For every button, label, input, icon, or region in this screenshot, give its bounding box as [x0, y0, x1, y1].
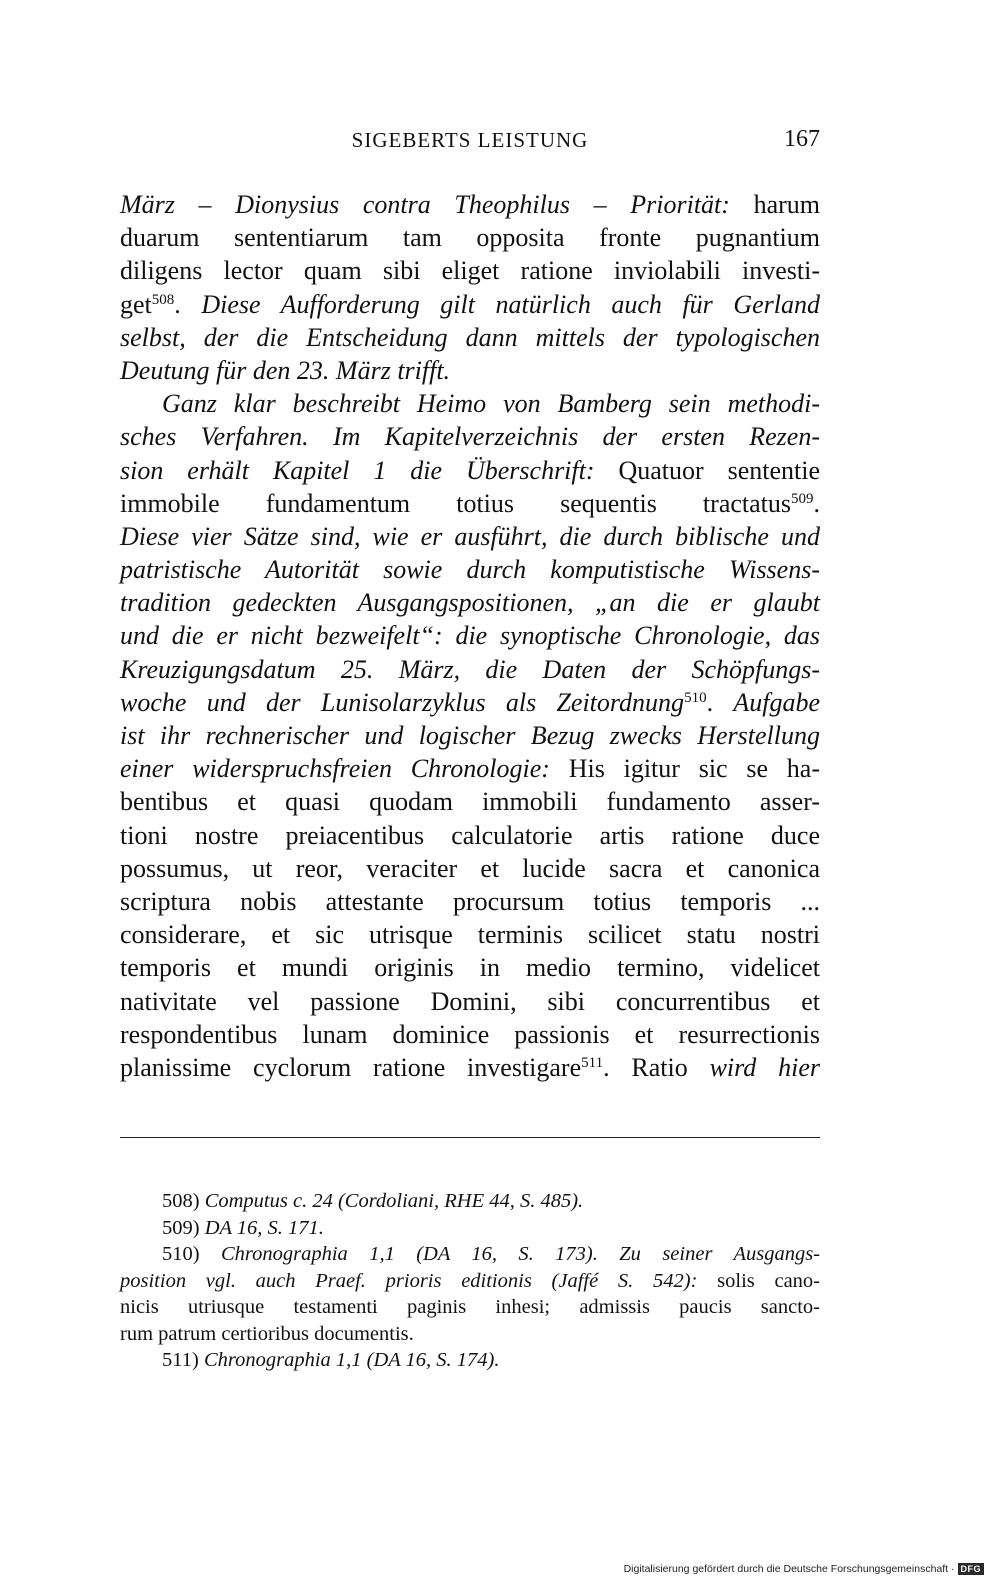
footnote-line — [120, 1321, 820, 1348]
text-segment: tioni nostre preiacentibus calculatorie artis ratione duce — [120, 820, 820, 850]
text-line — [120, 719, 820, 752]
italic-text: sion erhält Kapitel 1 die Überschrift: — [120, 455, 595, 485]
footnote-line — [120, 1241, 820, 1268]
text-segment: . Ratio — [603, 1052, 710, 1082]
text-line — [120, 354, 820, 387]
text-segment: . — [706, 687, 734, 717]
text-line — [120, 819, 820, 852]
text-segment: respondentibus lunam dominice passionis et resurrectionis — [120, 1019, 820, 1049]
dfg-logo-icon: DFG — [958, 1563, 985, 1575]
italic-text: tradition gedeckten Ausgangspositionen, „an die er glaubt — [120, 588, 820, 618]
footnote-line — [120, 1294, 820, 1321]
footer-credit — [624, 1563, 984, 1575]
text-line — [120, 951, 820, 984]
text-segment: temporis et mundi originis in medio termino, videlicet — [120, 953, 820, 983]
text-line — [120, 553, 820, 586]
footnote-line — [120, 1215, 820, 1242]
italic-text: patristische Autorität sowie durch komputistische Wissens- — [120, 555, 820, 585]
footnote-line — [120, 1188, 820, 1215]
text-line — [120, 288, 820, 321]
text-line — [120, 1018, 820, 1051]
text-line — [120, 918, 820, 951]
italic-text: sches Verfahren. Im Kapitelverzeichnis der ersten Rezen- — [120, 422, 820, 452]
italic-text: Deutung für den 23. März trifft. — [120, 355, 451, 385]
text-segment: nativitate vel passione Domini, sibi concurrentibus et — [120, 986, 820, 1016]
italic-text: position vgl. auch Praef. prioris editionis (Jaffé S. 542): — [120, 1269, 698, 1292]
page-header — [120, 128, 820, 158]
footnote-ref: 510 — [684, 689, 707, 706]
italic-text: Kreuzigungsdatum 25. März, die Daten der Schöpfungs- — [120, 654, 820, 684]
italic-text: Chronographia 1,1 (DA 16, S. 173). Zu seiner Ausgangs- — [220, 1243, 821, 1265]
text-line — [120, 188, 820, 221]
text-segment: diligens lector quam sibi eliget ratione inviolabili investi- — [120, 256, 820, 286]
text-segment: possumus, ut reor, veraciter et lucide sacra et canonica — [120, 853, 820, 883]
text-segment: 509) — [162, 1216, 205, 1239]
text-segment: 511) — [162, 1349, 204, 1371]
text-line — [120, 321, 820, 354]
footnotes — [120, 1188, 820, 1374]
text-segment: scriptura nobis attestante procursum totius temporis ... — [120, 886, 820, 916]
running-title: SIGEBERTS LEISTUNG — [351, 128, 589, 152]
text-line — [120, 852, 820, 885]
text-segment: immobile fundamentum totius sequentis tractatus — [120, 488, 791, 518]
italic-text: selbst, der die Entscheidung dann mittels der typologischen — [120, 322, 820, 352]
footnote-line — [120, 1347, 820, 1374]
text-line — [120, 254, 820, 287]
text-segment: planissime cyclorum ratione investigare — [120, 1052, 582, 1082]
italic-text: Diese Aufforderung gilt natürlich auch für Gerland — [201, 289, 820, 319]
italic-text: Ganz klar beschreibt Heimo von Bamberg sein methodi- — [162, 389, 820, 419]
credit-text: Digitalisierung gefördert durch die Deutsche Forschungsgemeinschaft · — [623, 1563, 955, 1575]
text-segment: 510) — [162, 1243, 221, 1265]
italic-text: Diese vier Sätze sind, wie er ausführt, die durch biblische und — [120, 521, 820, 551]
italic-text: ist ihr rechnerischer und logischer Bezug zwecks Herstellung — [120, 721, 820, 750]
italic-text: woche und der Lunisolarzyklus als Zeitordnung — [120, 687, 685, 717]
text-segment: considerare, et sic utrisque terminis scilicet statu nostri — [120, 920, 820, 950]
italic-text: Chronographia 1,1 (DA 16, S. 174). — [203, 1349, 500, 1371]
footnote — [120, 1241, 820, 1347]
footnote-ref: 511 — [581, 1054, 604, 1071]
text-segment: harum — [729, 190, 821, 219]
text-line — [120, 487, 820, 520]
text-line — [120, 387, 820, 420]
footnote-ref: 508 — [151, 291, 175, 308]
text-segment: nicis utriusque testamenti paginis inhesi; admissis paucis sancto- — [120, 1296, 820, 1318]
text-segment: get — [120, 289, 152, 319]
text-line — [120, 985, 820, 1018]
italic-text: Aufgabe — [733, 687, 820, 717]
italic-text: März – Dionysius contra Theophilus – Priorität: — [120, 190, 730, 219]
text-line — [120, 454, 820, 487]
body-text — [120, 188, 820, 1084]
text-segment: rum patrum certioribus documentis. — [120, 1322, 414, 1345]
italic-text: wird hier — [709, 1052, 820, 1082]
text-segment: . — [174, 289, 202, 319]
text-line — [120, 586, 820, 619]
text-segment: Quatuor sententie — [594, 455, 820, 485]
text-line — [120, 752, 820, 785]
footnote-line — [120, 1268, 820, 1295]
text-line — [120, 619, 820, 652]
text-segment: solis cano- — [697, 1269, 820, 1292]
text-line — [120, 1051, 820, 1084]
italic-text: DA 16, S. 171. — [204, 1216, 324, 1239]
italic-text: und die er nicht bezweifelt“: die synoptische Chronologie, das — [120, 621, 820, 651]
footnote-separator — [120, 1137, 820, 1138]
text-segment: bentibus et quasi quodam immobili fundamento asser- — [120, 787, 820, 817]
italic-text: Computus c. 24 (Cordoliani, RHE 44, S. 485). — [204, 1190, 584, 1212]
text-line — [120, 686, 820, 719]
text-line — [120, 520, 820, 553]
footnote-ref: 509 — [791, 490, 814, 507]
text-segment: . — [813, 488, 820, 518]
italic-text: einer widerspruchsfreien Chronologie: — [120, 754, 550, 784]
text-line — [120, 785, 820, 818]
text-line — [120, 653, 820, 686]
text-line — [120, 885, 820, 918]
text-segment: His igitur sic se ha- — [549, 754, 820, 784]
footnote — [120, 1347, 820, 1374]
text-line — [120, 420, 820, 453]
footnote — [120, 1188, 820, 1215]
page-number: 167 — [784, 126, 820, 152]
text-line — [120, 221, 820, 254]
footnote — [120, 1215, 820, 1242]
text-segment: 508) — [162, 1190, 205, 1212]
text-segment: duarum sententiarum tam opposita fronte pugnantium — [120, 223, 820, 253]
